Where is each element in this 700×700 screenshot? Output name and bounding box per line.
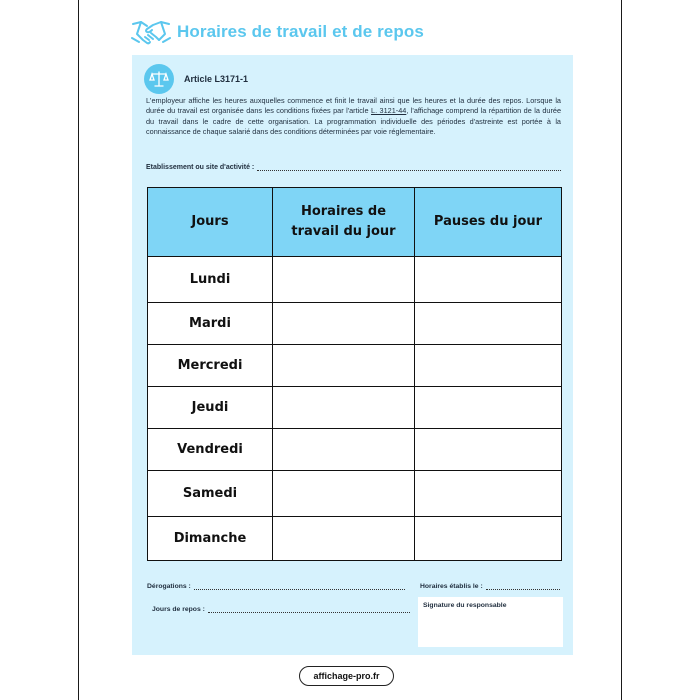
pauses-cell[interactable] bbox=[415, 387, 562, 429]
handshake-icon bbox=[131, 16, 171, 48]
document-page bbox=[78, 0, 622, 700]
day-cell: Dimanche bbox=[148, 517, 273, 561]
pauses-cell[interactable] bbox=[415, 517, 562, 561]
pauses-cell[interactable] bbox=[415, 303, 562, 345]
day-cell: Mercredi bbox=[148, 345, 273, 387]
day-cell: Mardi bbox=[148, 303, 273, 345]
table-row bbox=[148, 257, 562, 303]
signature-label: Signature du responsable bbox=[423, 602, 507, 609]
derogations-field bbox=[147, 583, 405, 590]
brand-label: affichage-pro.fr bbox=[313, 671, 380, 681]
document-title: Horaires de travail et de repos bbox=[177, 22, 424, 41]
table-row bbox=[148, 471, 562, 517]
table-row bbox=[148, 345, 562, 387]
header-jours: Jours bbox=[148, 188, 273, 257]
horaires-cell[interactable] bbox=[273, 387, 415, 429]
pauses-cell[interactable] bbox=[415, 345, 562, 387]
brand-footer[interactable] bbox=[299, 666, 394, 686]
header-pauses: Pauses du jour bbox=[415, 188, 562, 257]
intro-text bbox=[146, 96, 561, 138]
day-cell: Vendredi bbox=[148, 429, 273, 471]
site-label: Etablissement ou site d'activité : bbox=[146, 164, 255, 171]
intro-text-part1: L'employeur affiche les heures auxquelles commence et finit le travail ainsi que les heures et la durée des repos. Lorsque la durée du travail est organisée dans les conditions fixées par l'article bbox=[146, 96, 561, 116]
horaires-cell[interactable] bbox=[273, 257, 415, 303]
derogations-input-line[interactable] bbox=[194, 583, 405, 590]
horaires-cell[interactable] bbox=[273, 303, 415, 345]
intro-text-part2: , l'affichage comprend la répartition de la durée du travail dans le cadre de cette organisation. La programmation individuelle des périodes d'astreinte est portée à la connaissance de chaque salarié dans des conditions déterminées par voie réglementaire. bbox=[146, 106, 561, 137]
horaires-cell[interactable] bbox=[273, 429, 415, 471]
day-cell: Samedi bbox=[148, 471, 273, 517]
site-field bbox=[146, 164, 561, 171]
horaires-etablis-label: Horaires établis le : bbox=[420, 583, 483, 590]
table-header-row bbox=[148, 188, 562, 257]
header-horaires: Horaires de travail du jour bbox=[273, 188, 415, 257]
derogations-label: Dérogations : bbox=[147, 583, 191, 590]
document-header bbox=[131, 14, 424, 50]
horaires-cell[interactable] bbox=[273, 517, 415, 561]
day-cell: Lundi bbox=[148, 257, 273, 303]
repos-input-line[interactable] bbox=[208, 606, 410, 613]
horaires-cell[interactable] bbox=[273, 345, 415, 387]
table-row bbox=[148, 303, 562, 345]
repos-label: Jours de repos : bbox=[152, 606, 205, 613]
article-label: Article L3171-1 bbox=[184, 74, 249, 84]
article-reference bbox=[144, 64, 248, 94]
site-input-line[interactable] bbox=[257, 164, 561, 171]
signature-box[interactable] bbox=[418, 597, 563, 647]
table-row bbox=[148, 387, 562, 429]
repos-field bbox=[152, 606, 410, 613]
horaires-etablis-input-line[interactable] bbox=[486, 583, 560, 590]
content-panel bbox=[132, 55, 573, 655]
table-row bbox=[148, 429, 562, 471]
horaires-etablis-field bbox=[420, 583, 560, 590]
pauses-cell[interactable] bbox=[415, 471, 562, 517]
schedule-table bbox=[147, 187, 562, 561]
pauses-cell[interactable] bbox=[415, 429, 562, 471]
day-cell: Jeudi bbox=[148, 387, 273, 429]
table-row bbox=[148, 517, 562, 561]
scale-icon bbox=[144, 64, 174, 94]
horaires-cell[interactable] bbox=[273, 471, 415, 517]
pauses-cell[interactable] bbox=[415, 257, 562, 303]
article-link[interactable]: L. 3121-44 bbox=[371, 106, 407, 116]
